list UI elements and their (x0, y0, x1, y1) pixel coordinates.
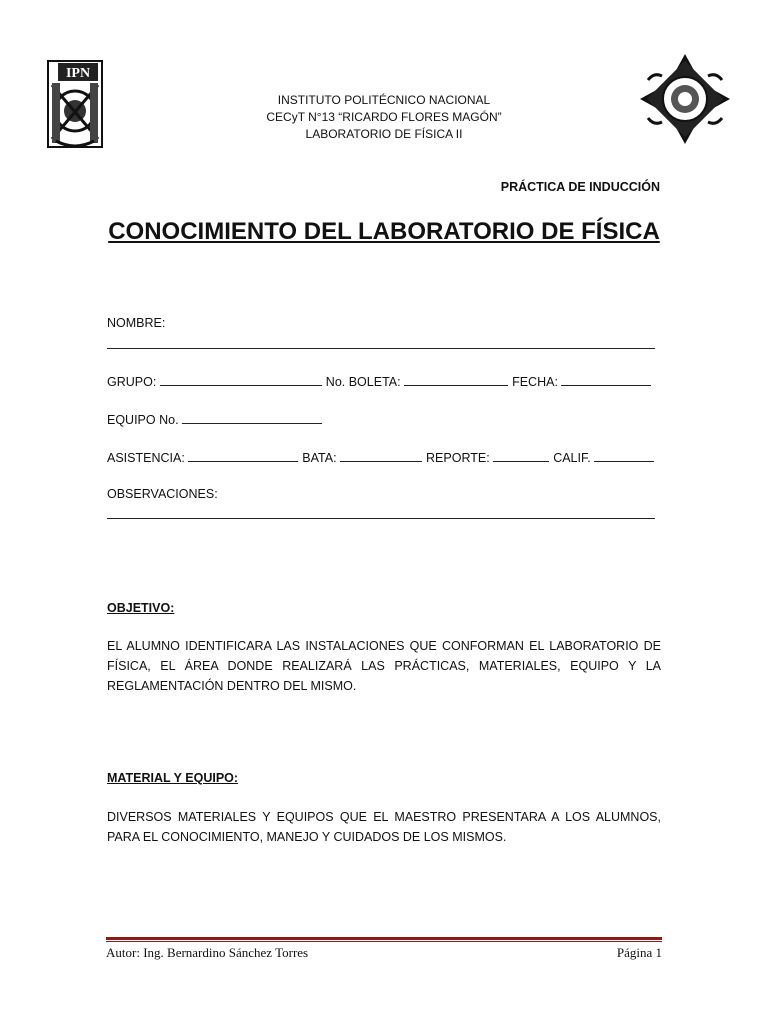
lab-name: LABORATORIO DE FÍSICA II (305, 127, 463, 141)
institution-name: INSTITUTO POLITÉCNICO NACIONAL (277, 93, 491, 107)
observaciones-line[interactable] (107, 518, 655, 519)
ipn-logo-text: IPN (65, 66, 91, 81)
document-title: CONOCIMIENTO DEL LABORATORIO DE FÍSICA (108, 218, 660, 245)
observaciones-label: OBSERVACIONES: (107, 487, 218, 501)
grupo-label: GRUPO: (107, 375, 157, 389)
material-heading: MATERIAL Y EQUIPO: (107, 771, 239, 785)
footer-page-number: Página 1 (616, 945, 662, 960)
objetivo-text (107, 636, 661, 696)
school-name: CECyT N°13 “RICARDO FLORES MAGÓN” (266, 110, 502, 124)
nombre-label: NOMBRE: (107, 316, 166, 330)
equipo-row (107, 411, 326, 427)
bata-line[interactable] (340, 449, 422, 462)
ipn-logo (44, 55, 106, 153)
objetivo-heading: OBJETIVO: (107, 601, 175, 615)
footer-rule (106, 937, 662, 940)
material-text (107, 807, 661, 847)
calif-line[interactable] (594, 449, 654, 462)
asistencia-row (107, 449, 658, 465)
boleta-line[interactable] (404, 373, 508, 386)
cecyt-logo (638, 52, 732, 146)
practice-type: PRÁCTICA DE INDUCCIÓN (500, 180, 660, 194)
bata-label: BATA: (302, 451, 337, 465)
boleta-label: No. BOLETA: (325, 375, 401, 389)
institution-header (200, 92, 568, 143)
fecha-line[interactable] (561, 373, 651, 386)
equipo-line[interactable] (182, 411, 322, 424)
nombre-line[interactable] (107, 348, 655, 349)
footer-rule-thin (106, 941, 662, 942)
material-paragraph: DIVERSOS MATERIALES Y EQUIPOS QUE EL MAESTRO PRESENTARA A LOS ALUMNOS, PARA EL CONOCIMIENTO, MANEJO Y CUIDADOS DE LOS MISMOS. (107, 810, 661, 844)
calif-label: CALIF. (553, 451, 591, 465)
asistencia-label: ASISTENCIA: (107, 451, 185, 465)
fecha-label: FECHA: (512, 375, 558, 389)
reporte-line[interactable] (493, 449, 549, 462)
objetivo-paragraph: EL ALUMNO IDENTIFICARA LAS INSTALACIONES QUE CONFORMAN EL LABORATORIO DE FÍSICA, EL ÁREA DONDE REALIZARÁ LAS PRÁCTICAS, MATERIALES, EQUIPO Y LA REGLAMENTACIÓN DENTRO DEL MISMO. (107, 639, 661, 693)
footer-author: Autor: Ing. Bernardino Sánchez Torres (106, 945, 309, 960)
equipo-label: EQUIPO No. (107, 413, 179, 427)
asistencia-line[interactable] (188, 449, 298, 462)
grupo-line[interactable] (160, 373, 322, 386)
grupo-row (107, 373, 655, 389)
reporte-label: REPORTE: (426, 451, 490, 465)
